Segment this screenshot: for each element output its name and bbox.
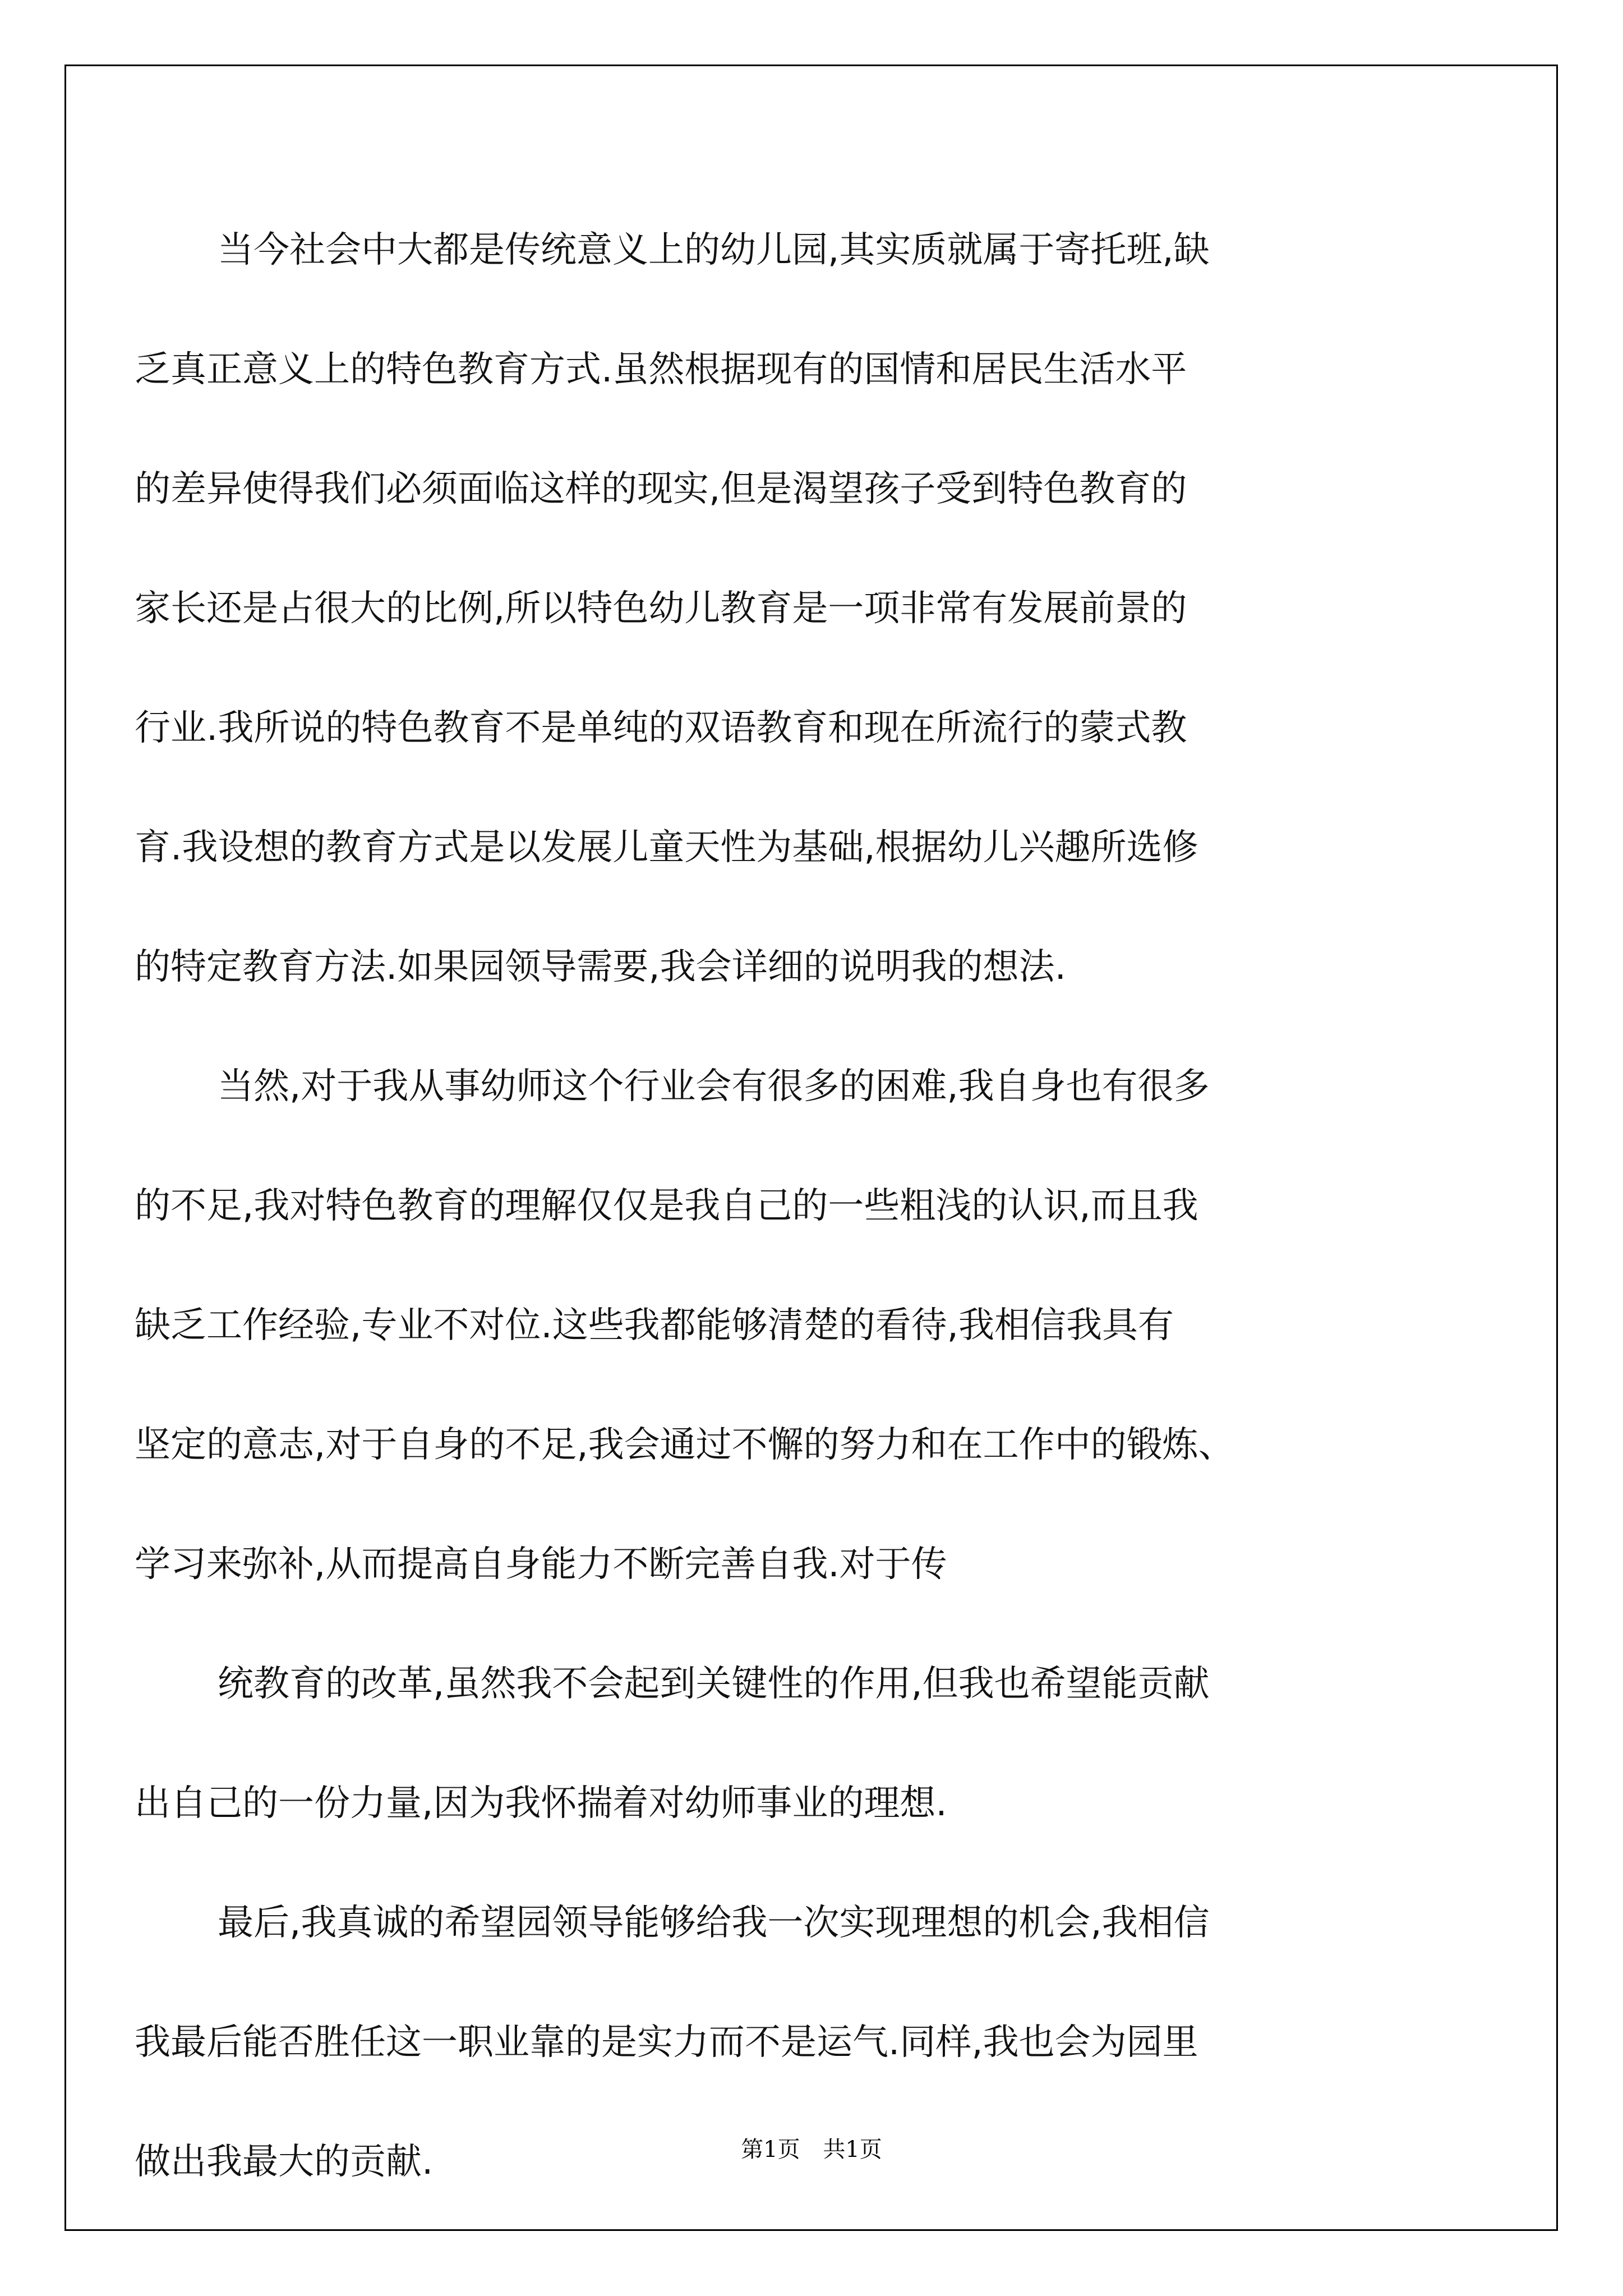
paragraph-line: 当然,对于我从事幼师这个行业会有很多的困难,我自身也有很多 <box>218 1066 1210 1107</box>
paragraph-line: 坚定的意志,对于自身的不足,我会通过不懈的努力和在工作中的锻炼、 <box>135 1424 1234 1466</box>
paragraph-line: 统教育的改革,虽然我不会起到关键性的作用,但我也希望能贡献 <box>218 1663 1210 1705</box>
paragraph-line: 的特定教育方法.如果园领导需要,我会详细的说明我的想法. <box>135 946 1067 988</box>
paragraph-line: 最后,我真诚的希望园领导能够给我一次实现理想的机会,我相信 <box>218 1902 1210 1944</box>
paragraph-line: 的差异使得我们必须面临这样的现实,但是渴望孩子受到特色教育的 <box>135 468 1187 510</box>
page-total: 共1页 <box>823 2137 882 2162</box>
paragraph-line: 家长还是占很大的比例,所以特色幼儿教育是一项非常有发展前景的 <box>135 588 1187 629</box>
paragraph-line: 行业.我所说的特色教育不是单纯的双语教育和现在所流行的蒙式教 <box>135 707 1187 749</box>
page-footer <box>0 2132 1623 2164</box>
paragraph-line: 的不足,我对特色教育的理解仅仅是我自己的一些粗浅的认识,而且我 <box>135 1185 1198 1227</box>
paragraph-line: 学习来弥补,从而提高自身能力不断完善自我.对于传 <box>135 1544 947 1585</box>
paragraph-line: 当今社会中大都是传统意义上的幼儿园,其实质就属于寄托班,缺 <box>218 229 1210 271</box>
paragraph-line: 我最后能否胜任这一职业靠的是实力而不是运气.同样,我也会为园里 <box>135 2022 1198 2063</box>
paragraph-line: 出自己的一份力量,因为我怀揣着对幼师事业的理想. <box>135 1783 947 1824</box>
paragraph-line: 做出我最大的贡献. <box>135 2141 434 2183</box>
paragraph-line: 育.我设想的教育方式是以发展儿童天性为基础,根据幼儿兴趣所选修 <box>135 827 1198 868</box>
document-body <box>135 191 1436 2222</box>
paragraph-line: 缺乏工作经验,专业不对位.这些我都能够清楚的看待,我相信我具有 <box>135 1305 1174 1346</box>
page-number: 第1页 <box>741 2137 800 2162</box>
paragraph-line: 乏真正意义上的特色教育方式.虽然根据现有的国情和居民生活水平 <box>135 349 1187 390</box>
